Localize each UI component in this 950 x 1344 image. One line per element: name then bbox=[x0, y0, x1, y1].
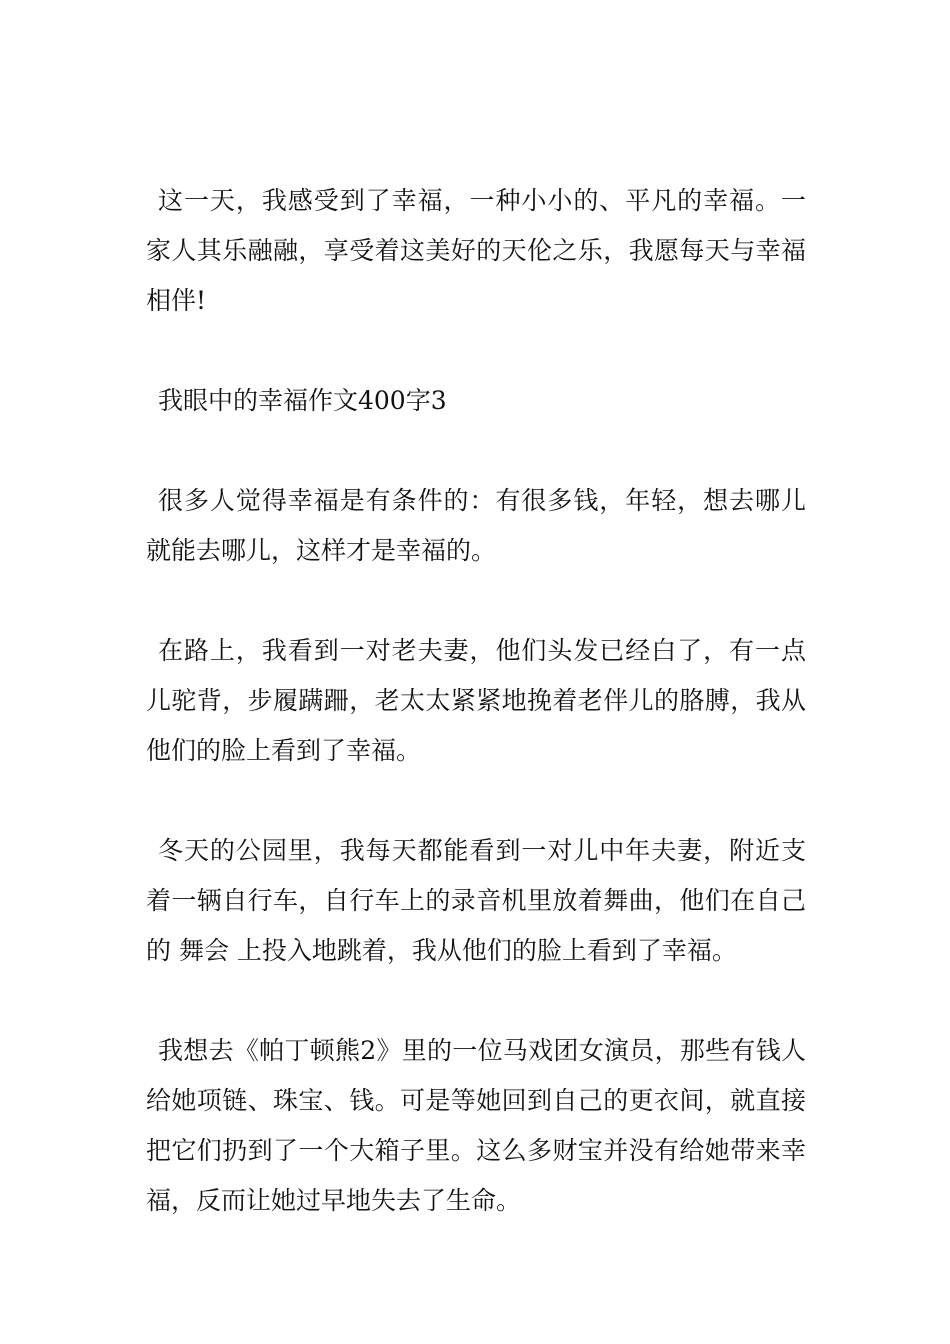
paragraph-winter-park: 冬天的公园里，我每天都能看到一对儿中年夫妻，附近支着一辆自行车，自行车上的录音机里放着舞曲，他们在自己的 舞会 上投入地跳着，我从他们的脸上看到了幸福。 bbox=[146, 836, 806, 965]
paragraph-old-couple: 在路上，我看到一对老夫妻，他们头发已经白了，有一点儿驼背，步履蹒跚，老太太紧紧地挽着老伴儿的胳膊，我从他们的脸上看到了幸福。 bbox=[146, 636, 806, 765]
document-body bbox=[146, 176, 806, 1276]
paragraph-happiness-day: 这一天，我感受到了幸福，一种小小的、平凡的幸福。一家人其乐融融，享受着这美好的天伦之乐，我愿每天与幸福相伴! bbox=[146, 186, 806, 315]
essay-heading: 我眼中的幸福作文400字3 bbox=[158, 386, 447, 415]
paragraph-conditions: 很多人觉得幸福是有条件的：有很多钱，年轻，想去哪儿就能去哪儿，这样才是幸福的。 bbox=[146, 486, 806, 565]
paragraph-paddington: 我想去《帕丁顿熊2》里的一位马戏团女演员，那些有钱人给她项链、珠宝、钱。可是等她回到自己的更衣间，就直接把它们扔到了一个大箱子里。这么多财宝并没有给她带来幸福，反而让她过早地失去了生命。 bbox=[146, 1036, 806, 1215]
